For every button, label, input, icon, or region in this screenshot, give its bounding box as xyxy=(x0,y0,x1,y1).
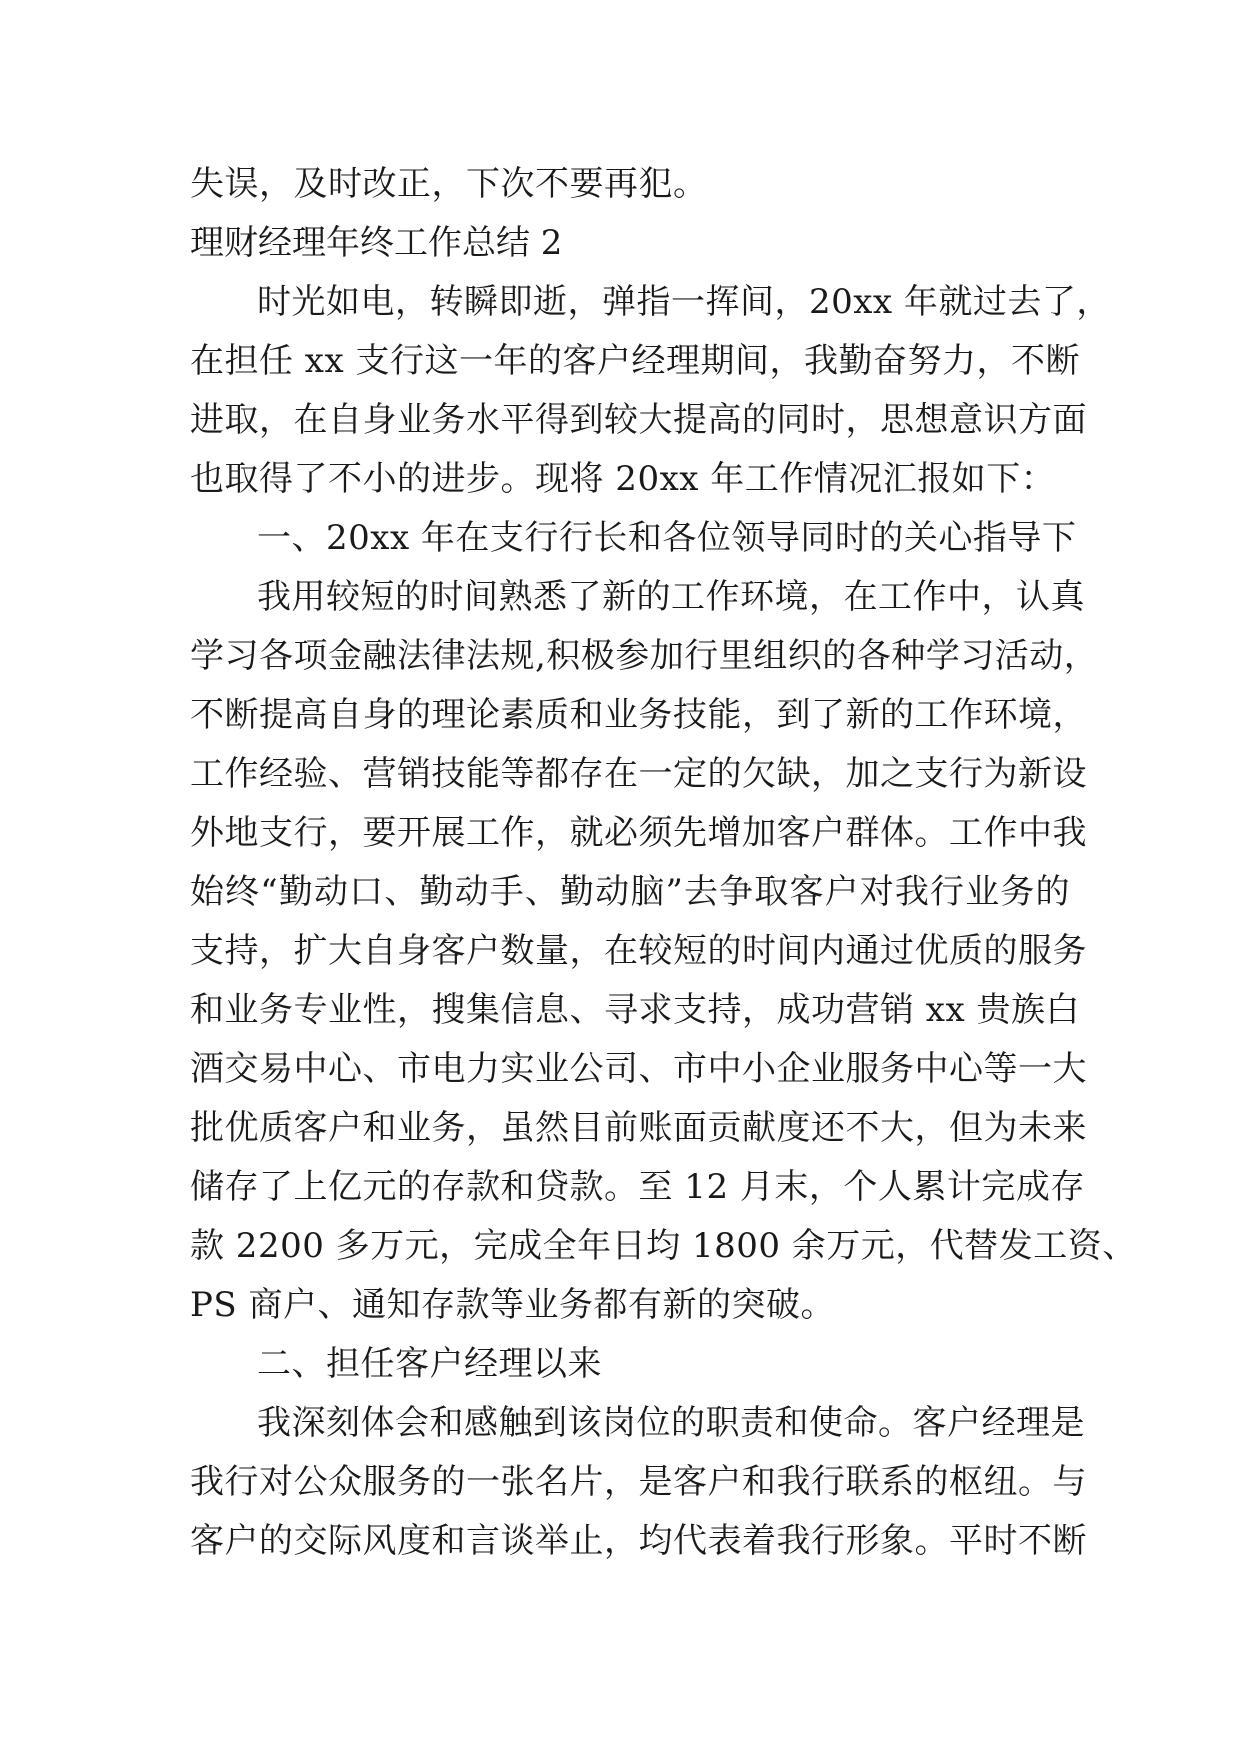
paragraph-line: 客户的交际风度和言谈举止，均代表着我行形象。平时不断 xyxy=(190,1521,1087,1561)
paragraph-line: 和业务专业性，搜集信息、寻求支持，成功营销 xx 贵族白 xyxy=(190,990,1080,1030)
subheading-line: 二、担任客户经理以来 xyxy=(257,1344,602,1384)
paragraph-line: 不断提高自身的理论素质和业务技能，到了新的工作环境， xyxy=(190,695,1087,735)
section-heading: 理财经理年终工作总结 2 xyxy=(190,223,563,263)
paragraph-line: 失误，及时改正，下次不要再犯。 xyxy=(190,164,708,204)
paragraph-line: 外地支行，要开展工作，就必须先增加客户群体。工作中我 xyxy=(190,813,1087,853)
paragraph-line: 进取，在自身业务水平得到较大提高的同时，思想意识方面 xyxy=(190,400,1087,440)
paragraph-line: 款 2200 多万元，完成全年日均 1800 余万元，代替发工资、 xyxy=(190,1226,1137,1266)
paragraph-line: 我用较短的时间熟悉了新的工作环境，在工作中，认真 xyxy=(257,577,1085,617)
paragraph-line: PS 商户、通知存款等业务都有新的突破。 xyxy=(190,1285,835,1325)
paragraph-line: 时光如电，转瞬即逝，弹指一挥间，20xx 年就过去了， xyxy=(257,282,1111,322)
paragraph-line: 我深刻体会和感触到该岗位的职责和使命。客户经理是 xyxy=(257,1403,1085,1443)
subheading-line: 一、20xx 年在支行行长和各位领导同时的关心指导下 xyxy=(257,518,1077,558)
paragraph-line: 学习各项金融法律法规,积极参加行里组织的各种学习活动， xyxy=(190,636,1099,676)
paragraph-line: 也取得了不小的进步。现将 20xx 年工作情况汇报如下： xyxy=(190,459,1056,499)
paragraph-line: 工作经验、营销技能等都存在一定的欠缺，加之支行为新设 xyxy=(190,754,1087,794)
paragraph-line: 在担任 xx 支行这一年的客户经理期间，我勤奋努力，不断 xyxy=(190,341,1080,381)
paragraph-line: 储存了上亿元的存款和贷款。至 12 月末，个人累计完成存 xyxy=(190,1167,1085,1207)
document-body xyxy=(190,155,1137,1571)
paragraph-line: 批优质客户和业务，虽然目前账面贡献度还不大，但为未来 xyxy=(190,1108,1087,1148)
paragraph-line: 始终“勤动口、勤动手、勤动脑”去争取客户对我行业务的 xyxy=(190,872,1070,912)
paragraph-line: 酒交易中心、市电力实业公司、市中小企业服务中心等一大 xyxy=(190,1049,1087,1089)
paragraph-line: 我行对公众服务的一张名片，是客户和我行联系的枢纽。与 xyxy=(190,1462,1087,1502)
paragraph-line: 支持，扩大自身客户数量，在较短的时间内通过优质的服务 xyxy=(190,931,1087,971)
